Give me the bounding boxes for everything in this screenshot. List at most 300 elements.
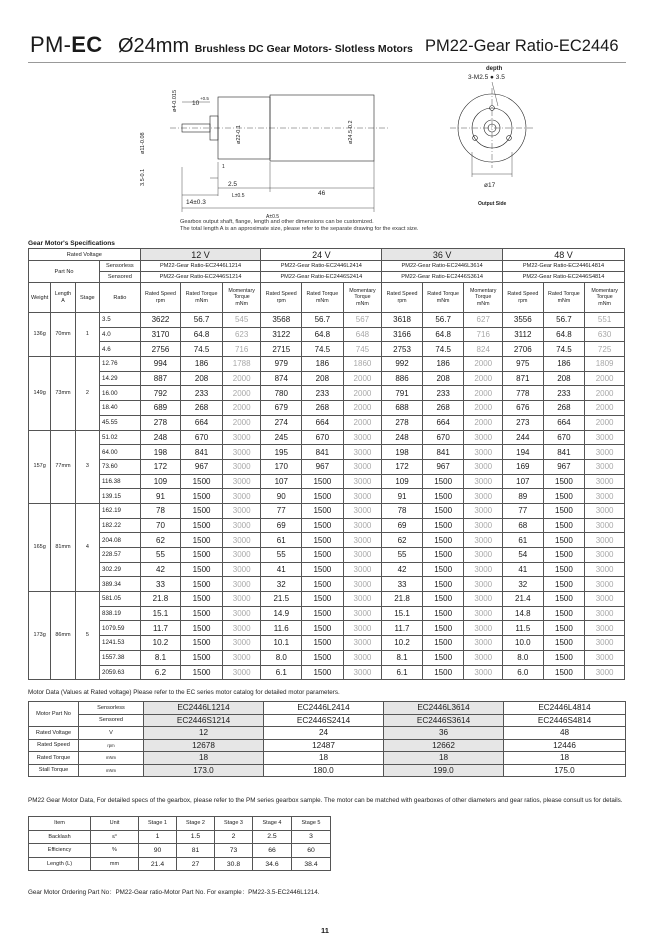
rated-torque-cell: 1500 <box>181 562 223 577</box>
dim-flat: 3.5-0.1 <box>140 168 146 186</box>
weight-cell: 136g <box>29 313 51 357</box>
rated-torque-cell: 1500 <box>543 533 585 548</box>
rated-torque-cell: 1500 <box>181 489 223 504</box>
momentary-header-label: Momentary Torque <box>228 287 255 301</box>
motor-param-label: Stall Torque <box>29 764 79 777</box>
ratio-cell: 1079.59 <box>100 621 141 636</box>
rated-speed-cell: 78 <box>382 503 423 518</box>
gearbox-value-cell: 73 <box>215 844 253 858</box>
rated-torque-cell: 1500 <box>181 621 223 636</box>
weight-header: Weight <box>29 283 51 313</box>
rated-speed-cell: 871 <box>503 371 544 386</box>
motor-param-unit: rpm <box>79 739 144 752</box>
gearbox-header-cell: Unit <box>91 817 139 831</box>
rated-torque-cell: 1500 <box>422 503 464 518</box>
motor-value-cell: 12 <box>144 727 264 740</box>
rated-speed-cell: 11.6 <box>261 621 302 636</box>
momentary-torque-cell: 3000 <box>585 489 625 504</box>
momentary-torque-cell: 1860 <box>343 357 382 372</box>
gearbox-value-cell: 2.5 <box>253 830 292 844</box>
motor-part-no-label: Motor Part No <box>29 702 79 727</box>
ratio-cell: 18.40 <box>100 401 141 416</box>
momentary-torque-cell: 3000 <box>585 430 625 445</box>
momentary-torque-cell: 3000 <box>343 621 382 636</box>
momentary-torque-cell: 3000 <box>464 636 503 651</box>
ratio-cell: 12.76 <box>100 357 141 372</box>
rated-speed-cell: 244 <box>503 430 544 445</box>
rated-torque-cell: 186 <box>422 357 464 372</box>
rated-torque-cell: 1500 <box>302 562 344 577</box>
momentary-torque-cell: 3000 <box>222 474 261 489</box>
rated-speed-cell: 32 <box>503 577 544 592</box>
rated-speed-cell: 8.1 <box>382 650 423 665</box>
dim-len2-5: 2.5 <box>228 181 238 188</box>
rated-torque-cell: 1500 <box>543 562 585 577</box>
momentary-torque-cell: 3000 <box>343 518 382 533</box>
rated-speed-cell: 676 <box>503 401 544 416</box>
rated-torque-cell: 1500 <box>302 503 344 518</box>
title-subtitle: Brushless DC Gear Motors- Slotless Motors <box>194 43 413 55</box>
ratio-cell: 228.57 <box>100 548 141 563</box>
rated-torque-cell: 1500 <box>302 592 344 607</box>
motor-value-cell: 12446 <box>504 739 626 752</box>
stage-cell: 3 <box>75 430 99 503</box>
gearbox-unit-cell: mm <box>91 857 139 871</box>
rated-speed-cell: 8.1 <box>140 650 181 665</box>
product-title <box>118 36 413 59</box>
rated-torque-cell: 1500 <box>302 636 344 651</box>
spec-row <box>29 459 625 474</box>
momentary-torque-cell: 3000 <box>464 489 503 504</box>
ratio-cell: 2059.63 <box>100 665 141 680</box>
dim-d4: ø4-0.015 <box>172 89 178 112</box>
rated-torque-cell: 1500 <box>302 621 344 636</box>
gearbox-row <box>29 857 331 871</box>
motor-param-label: Rated Voltage <box>29 727 79 740</box>
rated-torque-cell: 208 <box>543 371 585 386</box>
momentary-torque-cell: 3000 <box>585 548 625 563</box>
spec-table <box>28 248 625 680</box>
momentary-torque-cell: 551 <box>585 313 625 328</box>
spec-row <box>29 474 625 489</box>
stage-cell: 2 <box>75 357 99 430</box>
momentary-torque-cell: 2000 <box>464 415 503 430</box>
motor-sensorless-part: EC2446L3614 <box>384 702 504 715</box>
rated-torque-cell: 1500 <box>422 548 464 563</box>
momentary-torque-cell: 1788 <box>222 357 261 372</box>
momentary-header-unit: mNm <box>356 300 369 307</box>
motor-value-cell: 12487 <box>264 739 384 752</box>
rated-torque-cell: 664 <box>302 415 344 430</box>
rated-speed-cell: 6.1 <box>261 665 302 680</box>
rated-speed-cell: 874 <box>261 371 302 386</box>
rated-speed-cell: 78 <box>140 503 181 518</box>
rated-torque-cell: 967 <box>181 459 223 474</box>
voltage-header: 24 V <box>261 249 382 261</box>
dim-depth: depth <box>486 66 503 72</box>
speed-header-unit: rpm <box>276 297 286 304</box>
spec-row <box>29 415 625 430</box>
gearbox-row <box>29 844 331 858</box>
rated-torque-cell: 841 <box>422 445 464 460</box>
spec-row <box>29 621 625 636</box>
rated-speed-cell: 169 <box>503 459 544 474</box>
sensored-part-no: PM22-Gear Ratio-EC2446S3614 <box>382 272 503 283</box>
motor-value-cell: 18 <box>144 752 264 765</box>
rated-speed-cell: 61 <box>503 533 544 548</box>
rated-torque-cell: 967 <box>543 459 585 474</box>
momentary-torque-cell: 2000 <box>585 415 625 430</box>
rated-speed-cell: 42 <box>382 562 423 577</box>
rated-torque-cell: 1500 <box>181 474 223 489</box>
gearbox-header-cell: Stage 3 <box>215 817 253 831</box>
rated-torque-cell: 1500 <box>543 474 585 489</box>
gearbox-value-cell: 34.6 <box>253 857 292 871</box>
rated-torque-cell: 1500 <box>302 650 344 665</box>
momentary-torque-cell: 3000 <box>343 459 382 474</box>
rated-torque-cell: 1500 <box>543 592 585 607</box>
momentary-torque-cell: 2000 <box>343 371 382 386</box>
momentary-torque-cell: 3000 <box>222 606 261 621</box>
rated-torque-cell: 233 <box>181 386 223 401</box>
motor-value-cell: 199.0 <box>384 764 504 777</box>
rated-speed-cell: 15.1 <box>382 606 423 621</box>
momentary-header-unit: mNm <box>598 300 611 307</box>
momentary-torque-cell: 3000 <box>464 445 503 460</box>
rated-torque-cell: 1500 <box>422 592 464 607</box>
speed-header-unit: rpm <box>397 297 407 304</box>
spec-row <box>29 650 625 665</box>
momentary-torque-cell: 3000 <box>464 650 503 665</box>
length-cell: 73mm <box>51 357 75 430</box>
dim-d22: ø22-0.1 <box>236 125 242 144</box>
momentary-torque-cell: 648 <box>343 327 382 342</box>
rated-torque-cell: 1500 <box>302 577 344 592</box>
momentary-torque-cell: 3000 <box>585 503 625 518</box>
dim-len10: 10 <box>192 100 200 107</box>
motor-row <box>29 727 626 740</box>
spec-row <box>29 562 625 577</box>
rated-speed-cell: 89 <box>503 489 544 504</box>
speed-header-unit: rpm <box>155 297 166 304</box>
momentary-torque-cell: 2000 <box>585 371 625 386</box>
spec-row <box>29 503 625 518</box>
rated-speed-cell: 679 <box>261 401 302 416</box>
rated-torque-cell: 670 <box>543 430 585 445</box>
rated-torque-cell: 670 <box>302 430 344 445</box>
stage-cell: 1 <box>75 313 99 357</box>
rated-torque-cell: 56.7 <box>422 313 464 328</box>
rated-speed-cell: 198 <box>140 445 181 460</box>
rated-speed-cell: 21.8 <box>382 592 423 607</box>
momentary-torque-cell: 716 <box>464 327 503 342</box>
rated-torque-cell: 74.5 <box>181 342 223 357</box>
ratio-cell: 14.29 <box>100 371 141 386</box>
rated-speed-cell: 21.4 <box>503 592 544 607</box>
length-cell: 86mm <box>51 592 75 680</box>
rated-speed-cell: 2756 <box>140 342 181 357</box>
momentary-torque-cell: 3000 <box>464 459 503 474</box>
rated-speed-cell: 992 <box>382 357 423 372</box>
voltage-header: 36 V <box>382 249 503 261</box>
gearbox-header-cell: Stage 5 <box>292 817 331 831</box>
dim-holes: 3-M2.5 ● 3.5 <box>468 74 505 81</box>
momentary-torque-cell: 3000 <box>585 621 625 636</box>
ratio-cell: 4.0 <box>100 327 141 342</box>
speed-header-label: Rated Speed <box>265 291 297 297</box>
rated-torque-cell: 1500 <box>543 577 585 592</box>
series-title: PM22-Gear Ratio-EC2446 <box>425 37 619 55</box>
gearbox-table <box>28 816 331 871</box>
rated-speed-cell: 69 <box>261 518 302 533</box>
rated-speed-cell: 77 <box>503 503 544 518</box>
spec-title: Gear Motor's Specifications <box>28 240 115 247</box>
rated-speed-cell: 3122 <box>261 327 302 342</box>
rated-speed-cell: 994 <box>140 357 181 372</box>
momentary-header <box>343 283 382 313</box>
torque-header-unit: mNm <box>195 297 208 304</box>
rated-torque-cell: 1500 <box>422 650 464 665</box>
rated-torque-cell: 1500 <box>181 518 223 533</box>
momentary-torque-cell: 3000 <box>343 577 382 592</box>
momentary-torque-cell: 2000 <box>222 386 261 401</box>
dim-d17: ø17 <box>484 182 496 189</box>
sensored-part-no: PM22-Gear Ratio-EC2446S2414 <box>261 272 382 283</box>
momentary-torque-cell: 3000 <box>343 430 382 445</box>
ratio-cell: 51.02 <box>100 430 141 445</box>
voltage-header: 48 V <box>503 249 625 261</box>
motor-value-cell: 24 <box>264 727 384 740</box>
momentary-torque-cell: 3000 <box>222 459 261 474</box>
motor-sensored-part: EC2446S3614 <box>384 714 504 727</box>
momentary-torque-cell: 3000 <box>585 606 625 621</box>
rated-speed-cell: 689 <box>140 401 181 416</box>
rated-speed-cell: 172 <box>140 459 181 474</box>
motor-sensored-label: Sensored <box>79 714 144 727</box>
technical-drawing <box>130 62 550 222</box>
momentary-torque-cell: 3000 <box>464 592 503 607</box>
rated-speed-cell: 91 <box>382 489 423 504</box>
momentary-torque-cell: 3000 <box>222 533 261 548</box>
motor-sensorless-part: EC2446L4814 <box>504 702 626 715</box>
rated-speed-cell: 278 <box>382 415 423 430</box>
rated-torque-cell: 1500 <box>543 606 585 621</box>
rated-speed-cell: 887 <box>140 371 181 386</box>
rated-torque-cell: 1500 <box>422 489 464 504</box>
rated-torque-cell: 967 <box>302 459 344 474</box>
momentary-torque-cell: 3000 <box>585 650 625 665</box>
gearbox-header-cell: Stage 4 <box>253 817 292 831</box>
motor-value-cell: 18 <box>504 752 626 765</box>
ratio-cell: 45.55 <box>100 415 141 430</box>
rated-speed-cell: 10.2 <box>140 636 181 651</box>
rated-speed-cell: 54 <box>503 548 544 563</box>
momentary-torque-cell: 3000 <box>464 503 503 518</box>
rated-torque-cell: 1500 <box>543 650 585 665</box>
rated-speed-cell: 77 <box>261 503 302 518</box>
momentary-torque-cell: 3000 <box>343 489 382 504</box>
momentary-header-label: Momentary Torque <box>349 287 376 301</box>
motor-param-unit: mNm <box>79 764 144 777</box>
motor-table <box>28 701 626 777</box>
rated-speed-cell: 11.5 <box>503 621 544 636</box>
momentary-torque-cell: 3000 <box>343 533 382 548</box>
rated-speed-cell: 778 <box>503 386 544 401</box>
rated-torque-cell: 233 <box>422 386 464 401</box>
spec-row <box>29 606 625 621</box>
momentary-torque-cell: 2000 <box>464 401 503 416</box>
momentary-header <box>585 283 625 313</box>
motor-param-label: Rated Torque <box>29 752 79 765</box>
dim-d24: ø24.5-0.2 <box>348 120 354 144</box>
ratio-cell: 838.19 <box>100 606 141 621</box>
dim-lenL: L±0.5 <box>232 193 245 199</box>
rated-torque-cell: 268 <box>543 401 585 416</box>
spec-row <box>29 636 625 651</box>
rated-torque-cell: 64.8 <box>302 327 344 342</box>
speed-header-label: Rated Speed <box>145 291 176 297</box>
momentary-torque-cell: 2000 <box>222 401 261 416</box>
rated-speed-cell: 61 <box>261 533 302 548</box>
motor-value-cell: 173.0 <box>144 764 264 777</box>
rated-torque-cell: 1500 <box>422 577 464 592</box>
dim-len46: 46 <box>318 190 326 197</box>
momentary-torque-cell: 3000 <box>222 592 261 607</box>
rated-speed-cell: 3556 <box>503 313 544 328</box>
momentary-header-unit: mNm <box>235 300 248 307</box>
ratio-cell: 581.05 <box>100 592 141 607</box>
momentary-torque-cell: 824 <box>464 342 503 357</box>
sensored-part-no: PM22-Gear Ratio-EC2446S4814 <box>503 272 625 283</box>
momentary-torque-cell: 3000 <box>585 445 625 460</box>
rated-torque-cell: 1500 <box>422 636 464 651</box>
spec-row <box>29 665 625 680</box>
sensorless-label: Sensorless <box>100 261 141 272</box>
rated-torque-cell: 670 <box>422 430 464 445</box>
output-side-label: Output Side <box>478 201 507 207</box>
rated-torque-cell: 1500 <box>302 606 344 621</box>
momentary-torque-cell: 2000 <box>585 386 625 401</box>
length-cell: 77mm <box>51 430 75 503</box>
rated-speed-cell: 107 <box>503 474 544 489</box>
gearbox-value-cell: 66 <box>253 844 292 858</box>
rated-torque-cell: 74.5 <box>422 342 464 357</box>
speed-header <box>140 283 181 313</box>
sensored-label: Sensored <box>100 272 141 283</box>
rated-torque-cell: 1500 <box>181 577 223 592</box>
ratio-cell: 64.00 <box>100 445 141 460</box>
rated-speed-cell: 69 <box>382 518 423 533</box>
rated-torque-cell: 1500 <box>543 548 585 563</box>
rated-speed-cell: 10.2 <box>382 636 423 651</box>
momentary-torque-cell: 2000 <box>343 415 382 430</box>
dim-len10-tol: +0.5 <box>200 96 209 101</box>
rated-speed-cell: 14.9 <box>261 606 302 621</box>
part-no-label: Part No <box>29 261 100 283</box>
motor-value-cell: 180.0 <box>264 764 384 777</box>
torque-header-label: Rated Torque <box>427 291 459 297</box>
rated-speed-cell: 32 <box>261 577 302 592</box>
gearbox-value-cell: 2 <box>215 830 253 844</box>
motor-value-cell: 48 <box>504 727 626 740</box>
weight-cell: 173g <box>29 592 51 680</box>
gearbox-value-cell: 21.4 <box>139 857 177 871</box>
spec-row <box>29 518 625 533</box>
spec-row <box>29 489 625 504</box>
motor-value-cell: 18 <box>384 752 504 765</box>
momentary-torque-cell: 3000 <box>585 533 625 548</box>
rated-speed-cell: 886 <box>382 371 423 386</box>
spec-row <box>29 357 625 372</box>
spec-row <box>29 313 625 328</box>
spec-row <box>29 445 625 460</box>
rated-speed-cell: 90 <box>261 489 302 504</box>
motor-param-unit: V <box>79 727 144 740</box>
gearbox-value-cell: 81 <box>177 844 215 858</box>
rated-torque-cell: 74.5 <box>302 342 344 357</box>
momentary-torque-cell: 3000 <box>464 606 503 621</box>
rated-speed-cell: 107 <box>261 474 302 489</box>
momentary-torque-cell: 3000 <box>222 665 261 680</box>
momentary-torque-cell: 3000 <box>464 562 503 577</box>
weight-cell: 157g <box>29 430 51 503</box>
momentary-torque-cell: 3000 <box>585 562 625 577</box>
stage-cell: 4 <box>75 503 99 591</box>
rated-torque-cell: 64.8 <box>543 327 585 342</box>
rated-speed-cell: 274 <box>261 415 302 430</box>
rated-torque-cell: 208 <box>302 371 344 386</box>
momentary-torque-cell: 3000 <box>222 518 261 533</box>
rated-torque-cell: 64.8 <box>181 327 223 342</box>
gearbox-item-cell: Efficiency <box>29 844 91 858</box>
rated-torque-cell: 664 <box>543 415 585 430</box>
momentary-torque-cell: 627 <box>464 313 503 328</box>
rated-torque-cell: 1500 <box>181 665 223 680</box>
momentary-torque-cell: 3000 <box>585 665 625 680</box>
ratio-cell: 3.5 <box>100 313 141 328</box>
momentary-torque-cell: 2000 <box>464 386 503 401</box>
dim-lenA: A±0.5 <box>266 214 280 220</box>
rated-torque-cell: 1500 <box>543 636 585 651</box>
rated-speed-cell: 6.2 <box>140 665 181 680</box>
momentary-torque-cell: 3000 <box>222 445 261 460</box>
gearbox-unit-cell: ≤° <box>91 830 139 844</box>
gearbox-value-cell: 3 <box>292 830 331 844</box>
rated-torque-cell: 208 <box>181 371 223 386</box>
rated-torque-cell: 1500 <box>302 489 344 504</box>
momentary-torque-cell: 3000 <box>464 665 503 680</box>
torque-header-unit: mNm <box>557 297 571 304</box>
spec-row <box>29 386 625 401</box>
sensorless-part-no: PM22-Gear Ratio-EC2446L4814 <box>503 261 625 272</box>
gearbox-header-cell: Stage 1 <box>139 817 177 831</box>
rated-speed-cell: 33 <box>140 577 181 592</box>
spec-row <box>29 342 625 357</box>
momentary-header-label: Momentary Torque <box>591 287 618 301</box>
momentary-torque-cell: 2000 <box>343 401 382 416</box>
length-header-unit: A <box>61 297 65 304</box>
rated-speed-cell: 109 <box>382 474 423 489</box>
ratio-cell: 4.6 <box>100 342 141 357</box>
motor-value-cell: 12678 <box>144 739 264 752</box>
ratio-header: Ratio <box>100 283 141 313</box>
rated-torque-cell: 1500 <box>181 503 223 518</box>
momentary-header-label: Momentary Torque <box>469 287 497 301</box>
motor-sensorless-part: EC2446L1214 <box>144 702 264 715</box>
rated-torque-cell: 1500 <box>422 474 464 489</box>
spec-row <box>29 592 625 607</box>
rated-speed-cell: 91 <box>140 489 181 504</box>
